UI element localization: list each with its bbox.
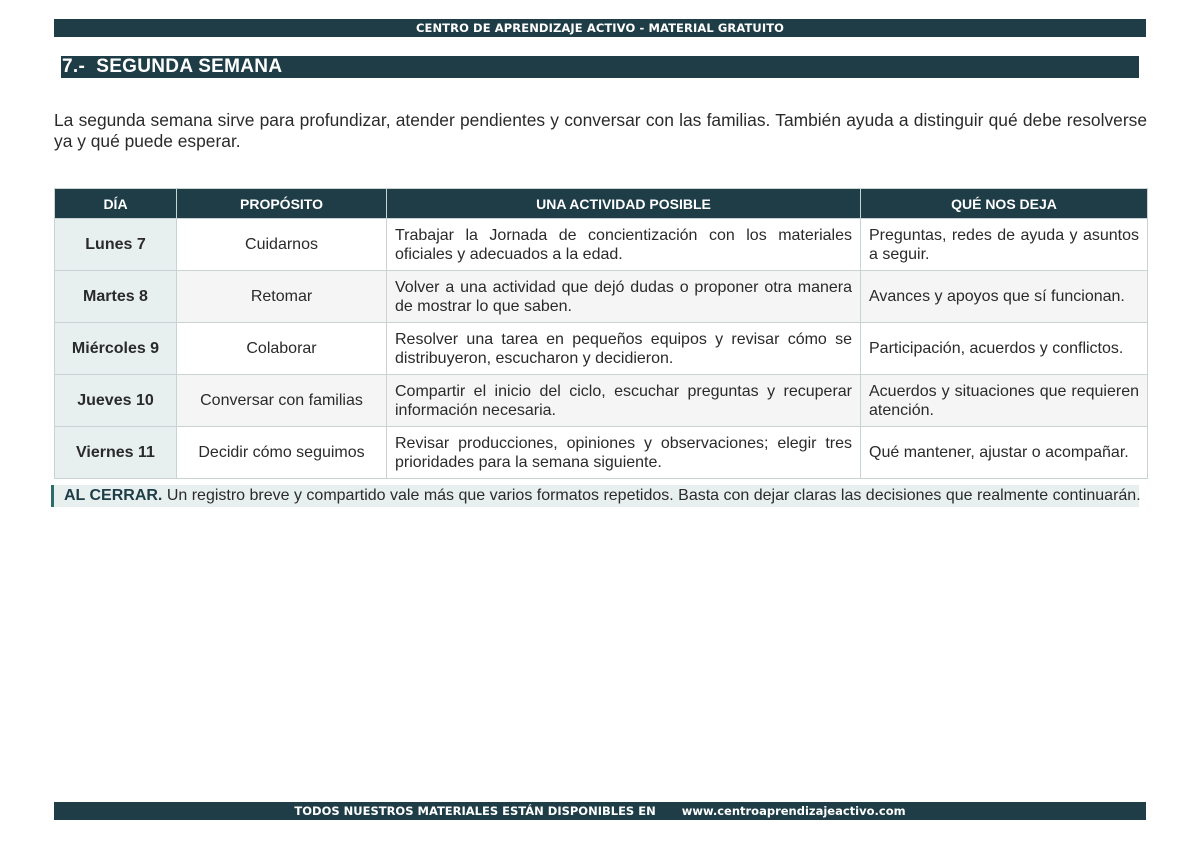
table-header-row <box>55 189 1148 219</box>
closing-note-text: Un registro breve y compartido vale más que varios formatos repetidos. Basta con dejar claras las decisiones que realmente continuarán. <box>162 487 1141 504</box>
activity-cell: Resolver una tarea en pequeños equipos y revisar cómo se distribuyeron, escucharon y decidieron. <box>387 323 861 375</box>
purpose-cell: Cuidarnos <box>177 219 387 271</box>
footer-url: www.centroaprendizajeactivo.com <box>681 804 906 818</box>
activity-cell: Volver a una actividad que dejó dudas o proponer otra manera de mostrar lo que saben. <box>387 271 861 323</box>
leaves-cell: Preguntas, redes de ayuda y asuntos a seguir. <box>861 219 1148 271</box>
column-header-day: DÍA <box>55 189 177 219</box>
table-row <box>55 219 1148 271</box>
purpose-cell: Retomar <box>177 271 387 323</box>
purpose-cell: Colaborar <box>177 323 387 375</box>
header-banner: CENTRO DE APRENDIZAJE ACTIVO - MATERIAL GRATUITO <box>54 19 1146 37</box>
activity-cell: Compartir el inicio del ciclo, escuchar preguntas y recuperar información necesaria. <box>387 375 861 427</box>
table-row <box>55 271 1148 323</box>
column-header-purpose: PROPÓSITO <box>177 189 387 219</box>
leaves-cell: Acuerdos y situaciones que requieren atención. <box>861 375 1148 427</box>
leaves-cell: Qué mantener, ajustar o acompañar. <box>861 427 1148 479</box>
purpose-cell: Decidir cómo seguimos <box>177 427 387 479</box>
section-title: 7.- SEGUNDA SEMANA <box>61 56 1139 78</box>
table-row <box>55 427 1148 479</box>
table-row <box>55 375 1148 427</box>
closing-note <box>51 485 1139 507</box>
closing-note-lead: AL CERRAR. <box>64 487 163 504</box>
activity-cell: Trabajar la Jornada de concientización con los materiales oficiales y adecuados a la edad. <box>387 219 861 271</box>
day-cell: Jueves 10 <box>55 375 177 427</box>
leaves-cell: Avances y apoyos que sí funcionan. <box>861 271 1148 323</box>
footer-banner <box>54 802 1146 820</box>
leaves-cell: Participación, acuerdos y conflictos. <box>861 323 1148 375</box>
day-cell: Viernes 11 <box>55 427 177 479</box>
week-schedule-table <box>54 188 1148 479</box>
column-header-activity: UNA ACTIVIDAD POSIBLE <box>387 189 861 219</box>
intro-paragraph: La segunda semana sirve para profundizar, atender pendientes y conversar con las familias. También ayuda a distinguir qué debe resolverse ya y qué puede esperar. <box>54 110 1147 151</box>
day-cell: Lunes 7 <box>55 219 177 271</box>
table-row <box>55 323 1148 375</box>
footer-label: TODOS NUESTROS MATERIALES ESTÁN DISPONIBLES EN <box>294 804 656 818</box>
day-cell: Miércoles 9 <box>55 323 177 375</box>
column-header-leaves: QUÉ NOS DEJA <box>861 189 1148 219</box>
purpose-cell: Conversar con familias <box>177 375 387 427</box>
day-cell: Martes 8 <box>55 271 177 323</box>
activity-cell: Revisar producciones, opiniones y observaciones; elegir tres prioridades para la semana siguiente. <box>387 427 861 479</box>
